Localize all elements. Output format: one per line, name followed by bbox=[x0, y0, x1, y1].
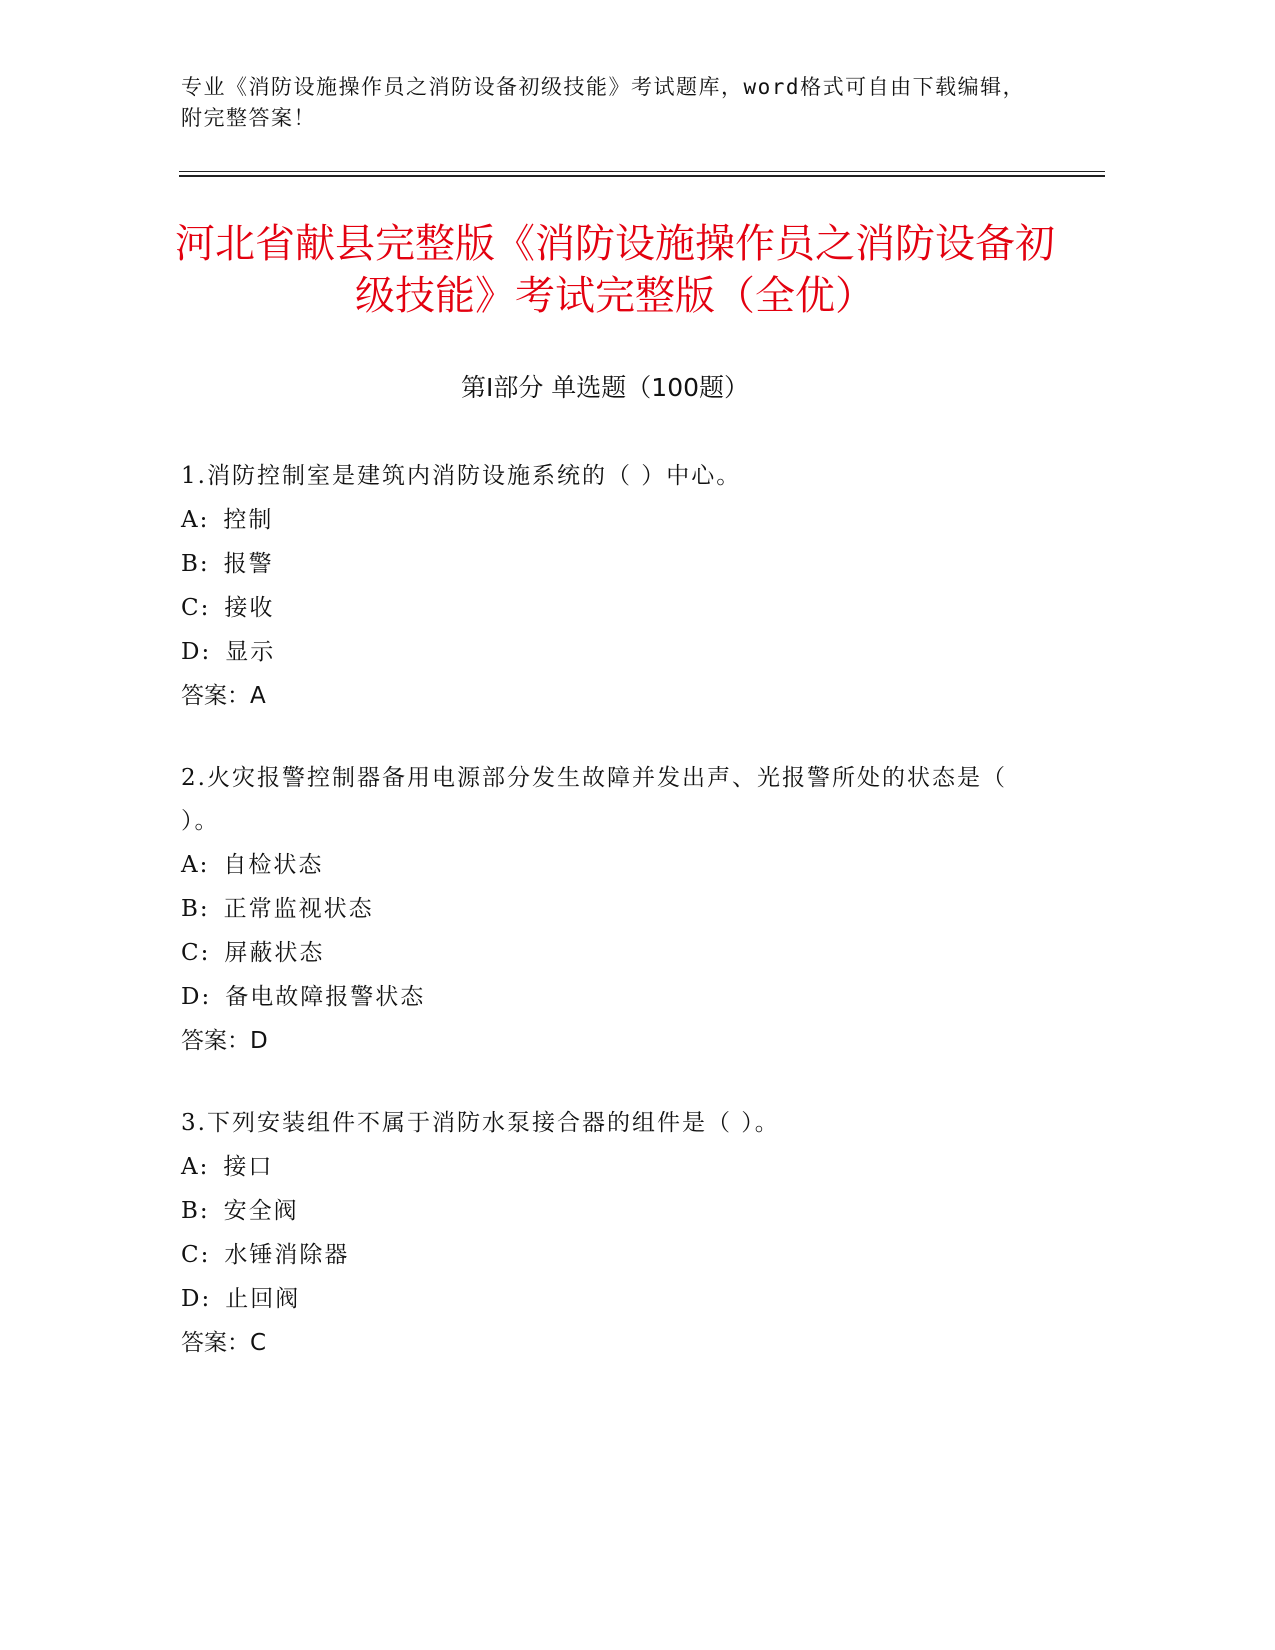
option-text: 显示 bbox=[225, 639, 276, 665]
option-c bbox=[181, 1233, 1041, 1277]
option-text: 接收 bbox=[224, 595, 275, 621]
answer-value: C bbox=[250, 1330, 267, 1356]
option-d bbox=[181, 975, 1041, 1019]
option-text: 自检状态 bbox=[223, 852, 324, 878]
option-a bbox=[181, 843, 1041, 887]
option-text: 安全阀 bbox=[223, 1198, 299, 1224]
question-stem: 2.火灾报警控制器备用电源部分发生故障并发出声、光报警所处的状态是（ ）。 bbox=[181, 765, 1007, 834]
option-text: 接口 bbox=[223, 1154, 274, 1180]
answer-line bbox=[181, 1321, 1041, 1365]
question-stem: 3.下列安装组件不属于消防水泵接合器的组件是（ ）。 bbox=[181, 1110, 780, 1136]
option-letter: C: bbox=[181, 1242, 211, 1268]
option-letter: D: bbox=[181, 639, 212, 665]
answer-line bbox=[181, 1019, 1041, 1063]
question-stem: 1.消防控制室是建筑内消防设施系统的（ ）中心。 bbox=[181, 463, 742, 489]
option-letter: D: bbox=[181, 1286, 212, 1312]
option-text: 正常监视状态 bbox=[223, 896, 374, 922]
answer-value: A bbox=[250, 683, 266, 709]
option-text: 控制 bbox=[223, 507, 274, 533]
option-text: 屏蔽状态 bbox=[224, 940, 325, 966]
option-text: 报警 bbox=[223, 551, 274, 577]
answer-label: 答案： bbox=[181, 683, 250, 709]
option-c bbox=[181, 931, 1041, 975]
option-text: 止回阀 bbox=[225, 1286, 301, 1312]
option-b bbox=[181, 1189, 1041, 1233]
option-letter: D: bbox=[181, 984, 212, 1010]
answer-value: D bbox=[250, 1028, 268, 1054]
section-title: 第I部分 单选题（100题） bbox=[460, 373, 750, 402]
answer-line bbox=[181, 674, 1041, 718]
option-letter: A: bbox=[181, 1154, 210, 1180]
option-letter: B: bbox=[181, 1198, 210, 1224]
option-letter: B: bbox=[181, 896, 210, 922]
option-text: 水锤消除器 bbox=[224, 1242, 350, 1268]
option-c bbox=[181, 586, 1041, 630]
answer-label: 答案： bbox=[181, 1330, 250, 1356]
option-letter: C: bbox=[181, 940, 211, 966]
header-note: 专业《消防设施操作员之消防设备初级技能》考试题库，word格式可自由下载编辑，附完整答案！ bbox=[181, 75, 1026, 130]
question-list bbox=[181, 455, 1041, 1404]
option-a bbox=[181, 1145, 1041, 1189]
document-title: 河北省献县完整版《消防设施操作员之消防设备初级技能》考试完整版（全优） bbox=[175, 221, 1055, 319]
header-divider-thick bbox=[179, 175, 1105, 177]
option-letter: A: bbox=[181, 852, 210, 878]
question-2 bbox=[181, 757, 1041, 1063]
option-a bbox=[181, 498, 1041, 542]
option-d bbox=[181, 1277, 1041, 1321]
header-divider-thin bbox=[179, 171, 1105, 172]
option-d bbox=[181, 630, 1041, 674]
option-letter: C: bbox=[181, 595, 211, 621]
question-3 bbox=[181, 1102, 1041, 1365]
option-b bbox=[181, 887, 1041, 931]
option-letter: B: bbox=[181, 551, 210, 577]
answer-label: 答案： bbox=[181, 1028, 250, 1054]
option-text: 备电故障报警状态 bbox=[225, 984, 426, 1010]
option-letter: A: bbox=[181, 507, 210, 533]
option-b bbox=[181, 542, 1041, 586]
question-1 bbox=[181, 455, 1041, 718]
